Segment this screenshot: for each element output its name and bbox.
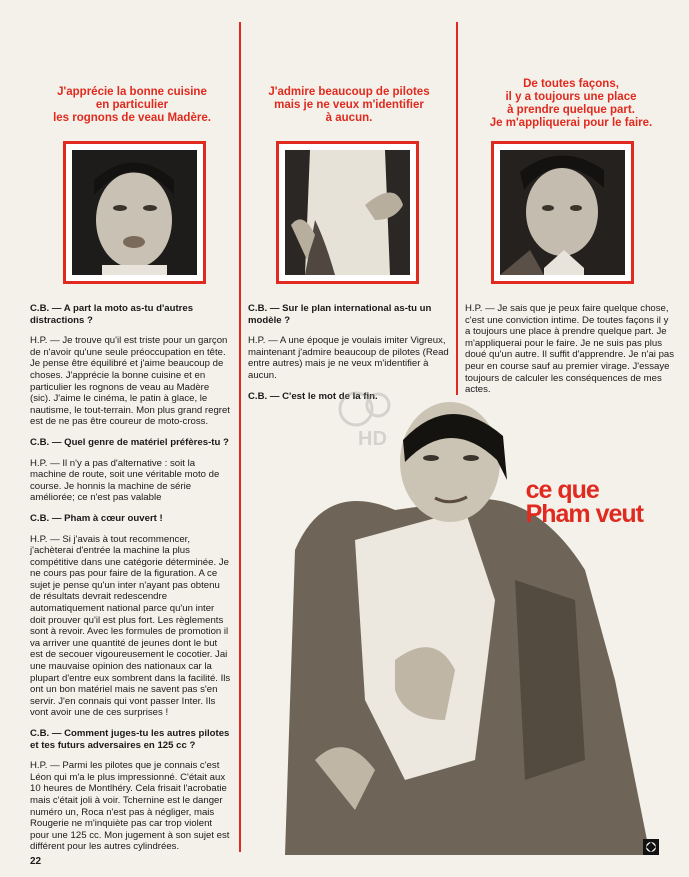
portrait-photo-right — [491, 141, 634, 284]
main-photo-pham — [285, 400, 680, 855]
answer-4: H.P. — Parmi les pilotes que je connais c'est Léon qui m'a le plus impressionné. C'était aux 10 heures de Montlhéry. Cela frisait l'acrobatie mais c'était joli à voir. Tchernine est le danger numéro un, Roca n'est pas à négliger, mais Rougerie ne m'inquiète pas car trop violent pour une 125 cc. Mon jugement à son sujet est différent pour les autres cylindrées. — [30, 760, 230, 853]
question-1: C.B. — A part la moto as-tu d'autres distractions ? — [30, 303, 194, 326]
answer-7: H.P. — Je sais que je peux faire quelque chose, c'est une conviction intime. De toutes façons il y a toujours une place à prendre quelque part. Je m'appliquerai pour le faire. Je ne suis pas plus doué qu'un autre. Il suffit d'apprendre. Je n'ai pas peur en course sauf au premier virage. J'essaye toujours de calculer les conséquences de mes actes. — [465, 303, 675, 396]
pull-quote-left: J'apprécie la bonne cuisine en particulier les rognons de veau Madère. — [53, 86, 211, 124]
answer-1: H.P. — Je trouve qu'il est triste pour un garçon de n'avoir qu'une seule préoccupation en tête. Je pense être équilibré et j'aime beaucoup de choses. J'apprécie la bonne cuisine et en particulier les rognons de veau au Madère (sic). J'aime le cinéma, le patin à glace, le nautisme, le tout-terrain. Mon plus grand regret est de ne pas être coureur de moto-cross. — [30, 335, 230, 428]
page-number: 22 — [30, 856, 42, 867]
question-2: C.B. — Quel genre de matériel préfères-tu ? — [30, 436, 229, 448]
portrait-left-image — [72, 150, 197, 275]
column-divider-left — [239, 22, 241, 852]
answer-2: H.P. — Il n'y a pas d'alternative : soit la machine de route, soit une véritable moto de course. Je honnis la machine de série améliorée; ce n'est pas valable — [30, 457, 220, 504]
portrait-right-image — [500, 150, 625, 275]
portrait-photo-middle — [276, 141, 419, 284]
portrait-photo-left — [63, 141, 206, 284]
answer-3: H.P. — Si j'avais à tout recommencer, j'achèterai d'entrée la machine la plus compétitive dans une catégorie déterminée. Je ne cours pas pour faire de la figuration. A ce sujet je pense qu'un inter n'ayant pas obtenu de résultats devrait redescendre automatiquement national parce qu'un inter doit prouver qu'il est plus fort. Les règlements sont à revoir. Avec les formules de promotion il va arriver une quantité de jeunes dont le but est de secouer vigoureusement le cocotier. Jai une mauvaise opinion des nationaux car la plupart d'entre eux sombrent dans la facilité. Ils ont un bon matériel mais ne savent pas s'en servir. J'en connais qui vont passer Inter. Ils vont avoir une de ces surprises ! — [30, 533, 231, 719]
watermark-text: HD — [358, 428, 387, 449]
article-headline: ce que Pham veut — [525, 476, 643, 528]
pull-quote-middle: J'admire beaucoup de pilotes mais je ne veux m'identifier à aucun. — [268, 86, 430, 124]
portrait-middle-image — [285, 150, 410, 275]
answer-5: H.P. — A une époque je voulais imiter Vigreux, maintenant j'admire beaucoup de pilotes (Read entre autres) mais je ne veux m'identifier à aucun. — [248, 335, 449, 381]
question-4: C.B. — Comment juges-tu les autres pilotes et tes futurs adversaires en 125 cc ? — [30, 728, 230, 751]
right-text-column — [465, 303, 675, 405]
left-text-column — [30, 303, 232, 862]
end-mark-icon — [643, 839, 659, 855]
question-6: C.B. — C'est le mot de la fin. — [248, 390, 378, 402]
column-divider-right — [456, 22, 458, 395]
pull-quote-right: De toutes façons, il y a toujours une place à prendre quelque part. Je m'appliquerai pour le faire. — [489, 78, 653, 129]
question-5: C.B. — Sur le plan international as-tu un modèle ? — [248, 303, 432, 326]
question-3: C.B. — Pham à cœur ouvert ! — [30, 512, 163, 524]
